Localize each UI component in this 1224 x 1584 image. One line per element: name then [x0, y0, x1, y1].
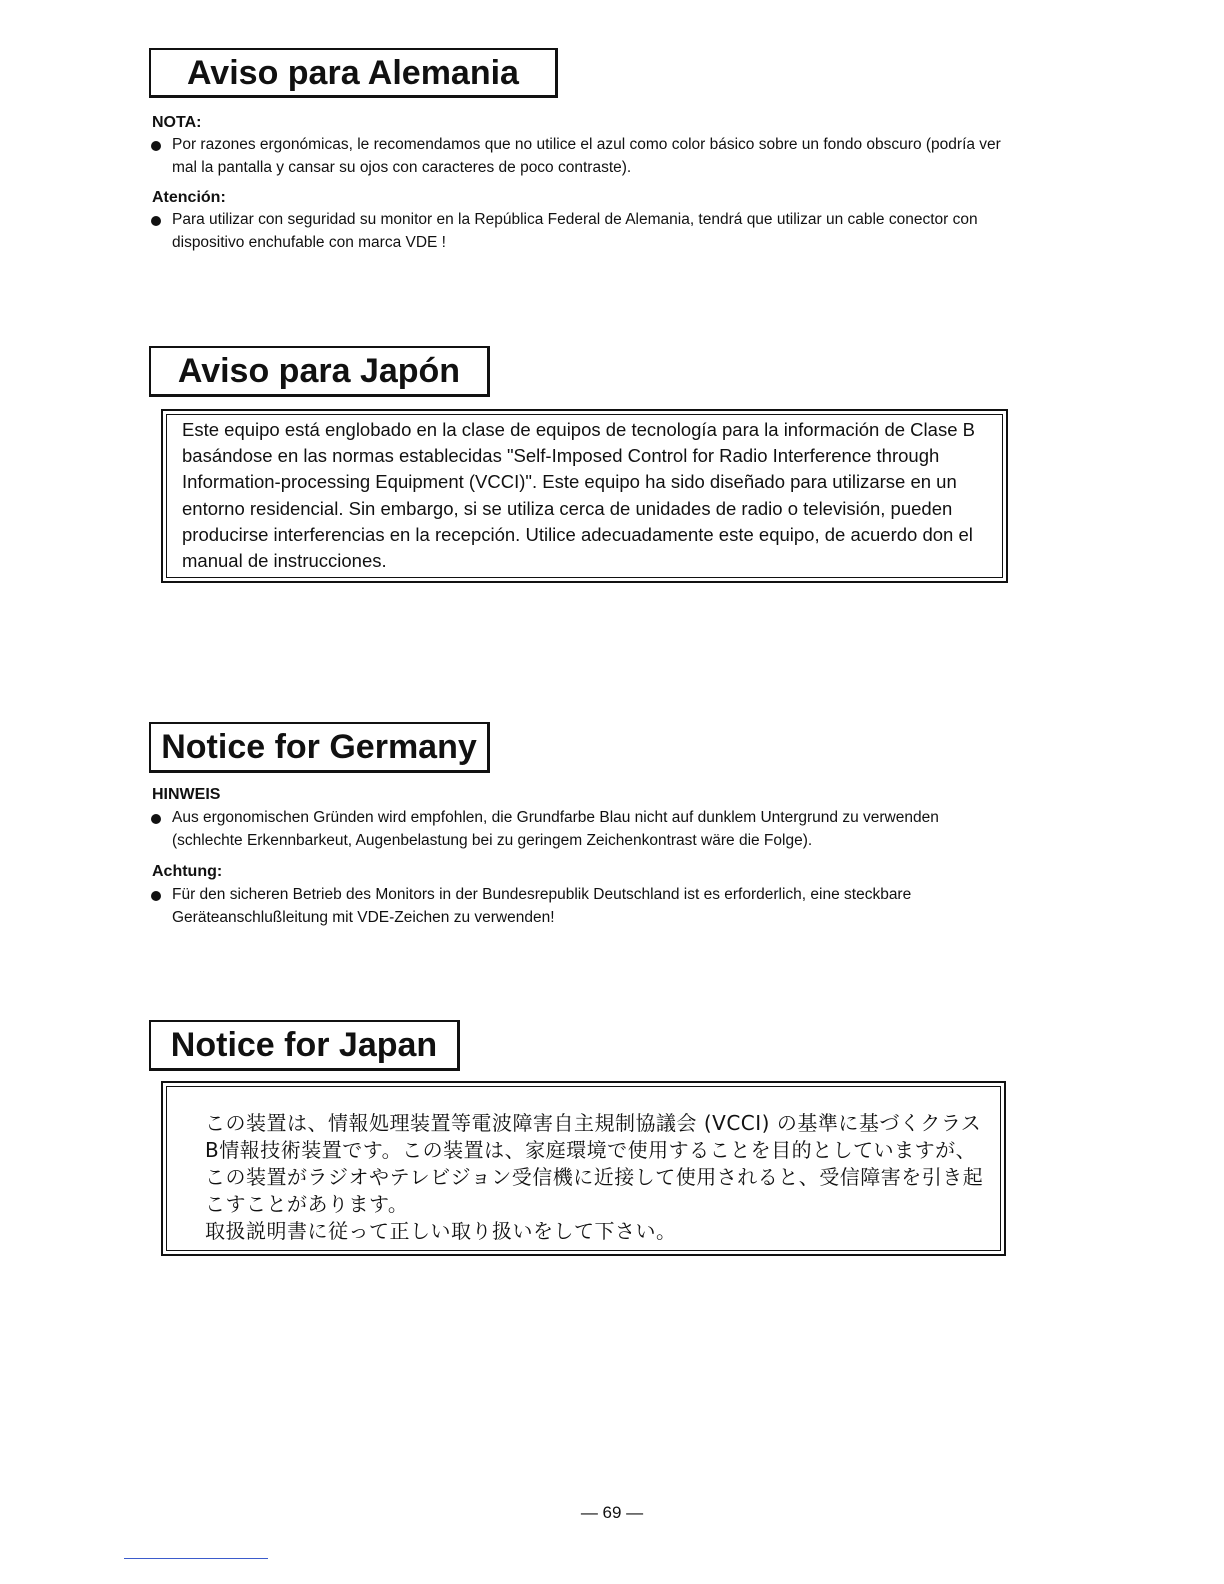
bullet-dot-icon	[151, 216, 161, 226]
jp-instruction: 取扱説明書に従って正しい取り扱いをして下さい。	[205, 1219, 677, 1243]
title-aviso-japon: Aviso para Japón	[149, 346, 490, 397]
title-notice-germany: Notice for Germany	[149, 722, 490, 773]
nota-label: NOTA:	[152, 114, 202, 131]
atencion-bullet	[148, 208, 998, 254]
nota-text: Por razones ergonómicas, le recomendamos que no utilice el azul como color básico sobre un fondo obscuro (podría ver mal la pantalla y cansar su ojos con caracteres de poco contraste).	[172, 136, 1001, 176]
notice-japan-box	[161, 1081, 1006, 1256]
aviso-japon-box-text: Este equipo está englobado en la clase de equipos de tecnología para la información de Clase B basándose en las normas establecidas "Self-Imposed Control for Radio Interference through Information-processing Equipment (VCCI)". Este equipo ha sido diseñado para utilizarse en un entorno residencial. Sin embargo, si se utiliza cerca de unidades de radio o televisión, pueden producirse interferencias en la recepción. Utilice adecuadamente este equipo, de acuerdo don el manual de instrucciones.	[182, 419, 975, 572]
hinweis-text: Aus ergonomischen Gründen wird empfohlen, die Grundfarbe Blau nicht auf dunklem Untergrund zu verwenden (schlechte Erkennbarkeut, Augenbelastung bei zu geringem Zeichenkontrast wäre die Folge).	[172, 809, 939, 849]
bullet-dot-icon	[151, 891, 161, 901]
aviso-japon-box	[161, 409, 1008, 583]
achtung-label: Achtung:	[152, 863, 223, 880]
jp-paragraph: この装置は、情報処理装置等電波障害自主規制協議会 (VCCI) の基準に基づくクラスB情報技術装置です。この装置は、家庭環境で使用することを目的としていますが、この装置がラジオやテレビジョン受信機に近接して使用されると、受信障害を引き起こすことがあります。	[205, 1111, 984, 1216]
nota-bullet	[148, 133, 1028, 179]
page-number: — 69 —	[580, 1503, 644, 1522]
footer-rule	[124, 1558, 268, 1559]
achtung-bullet	[148, 883, 1018, 929]
bullet-dot-icon	[151, 141, 161, 151]
title-aviso-alemania: Aviso para Alemania	[149, 48, 558, 98]
bullet-dot-icon	[151, 814, 161, 824]
achtung-text: Für den sicheren Betrieb des Monitors in der Bundesrepublik Deutschland ist es erforderlich, eine steckbare Geräteanschlußleitung mit VDE-Zeichen zu verwenden!	[172, 886, 912, 926]
notice-japan-jp-text	[185, 1110, 985, 1245]
hinweis-label: HINWEIS	[152, 786, 221, 803]
atencion-label: Atención:	[152, 189, 226, 206]
hinweis-bullet	[148, 806, 1008, 852]
atencion-text: Para utilizar con seguridad su monitor en la República Federal de Alemania, tendrá que utilizar un cable conector con dispositivo enchufable con marca VDE !	[172, 211, 978, 251]
title-notice-japan: Notice for Japan	[149, 1020, 460, 1071]
